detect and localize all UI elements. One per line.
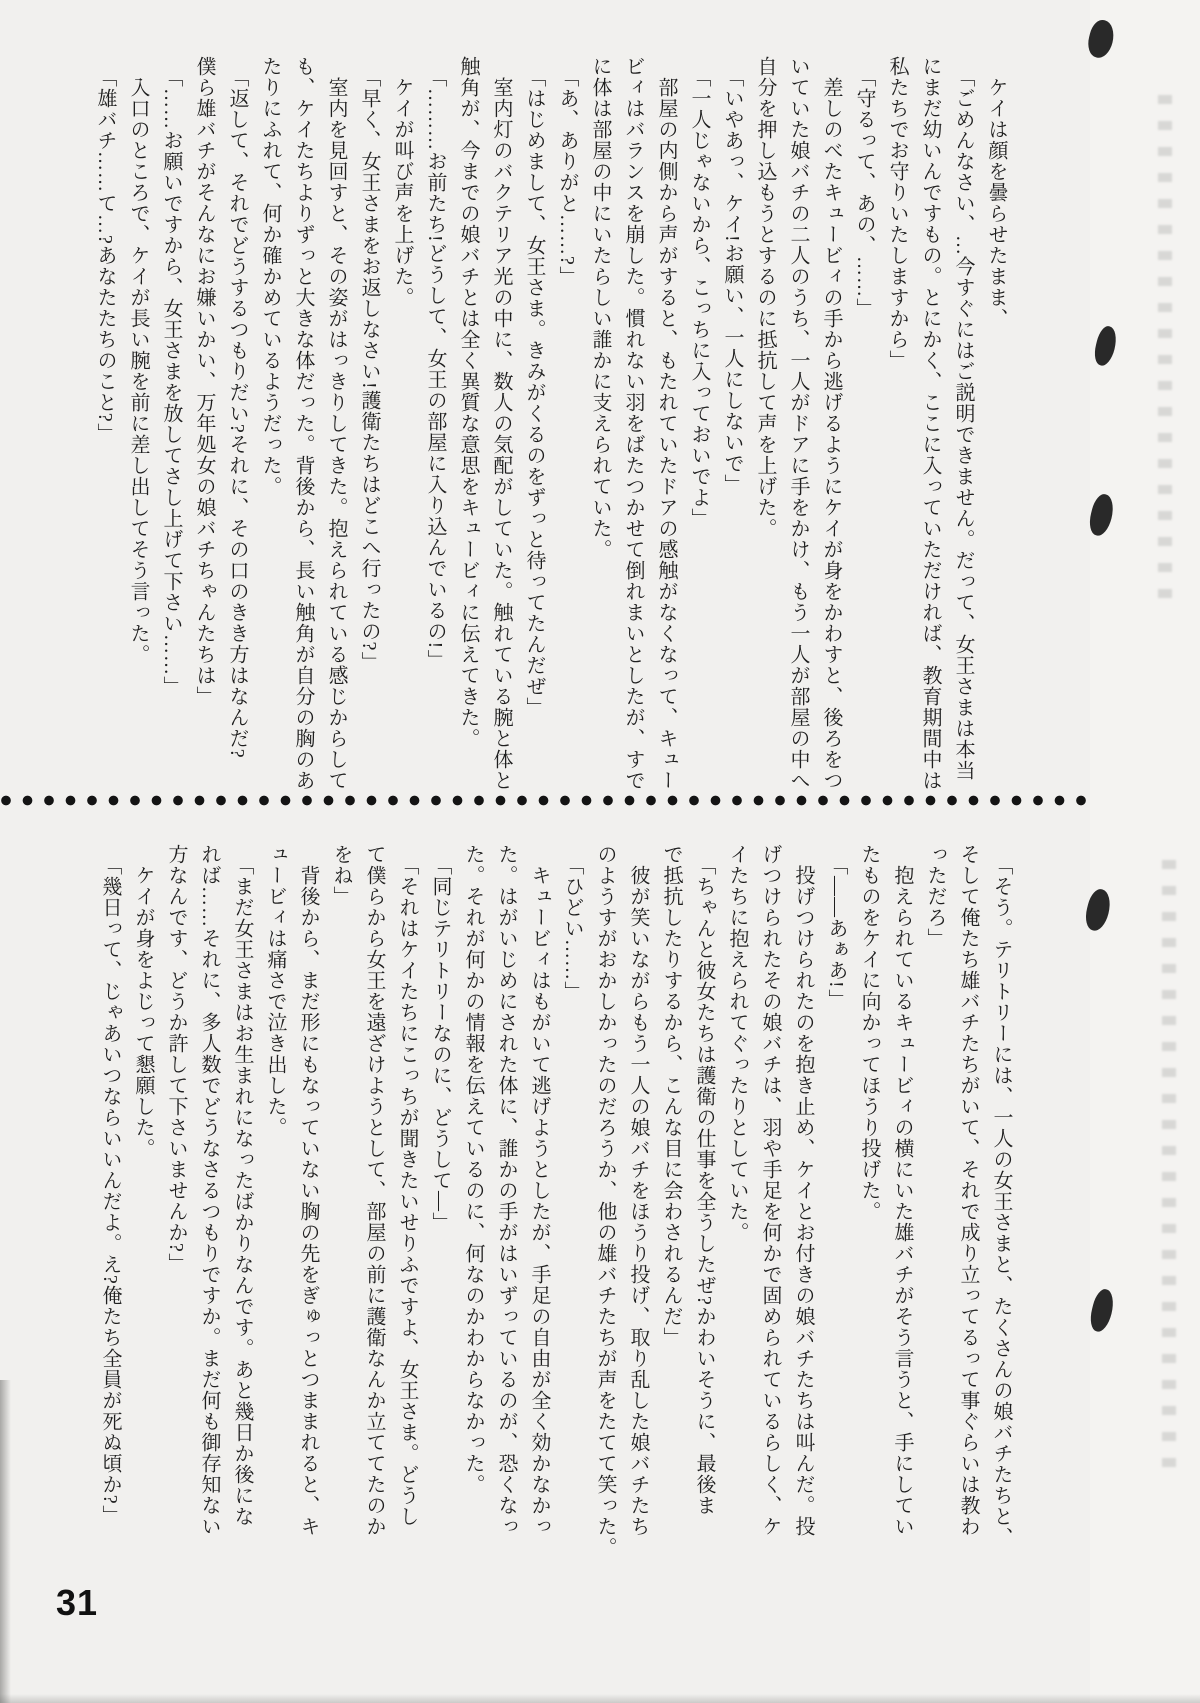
text-column: 「返して、それでどうするつもりだい?それに、その口のきき方はなんだ? <box>226 56 248 759</box>
text-column: 方なんです、どうか許して下さいませんか?」 <box>165 844 187 1274</box>
text-column: 「早く、女王さまをお返しなさい!護衛たちはどこへ行ったの?」 <box>358 56 380 673</box>
text-column: たものをケイに向かってほうり投げた。 <box>858 844 880 1222</box>
text-column: 僕ら雄バチがそんなにお嫌いかい、万年処女の娘バチちゃんたちは」 <box>193 56 215 707</box>
text-column: 触角が、今までの娘バチとは全く異質な意思をキュービィに伝えてきた。 <box>457 56 479 749</box>
text-column: 「そう。テリトリーには、一人の女王さまと、たくさんの娘バチたちと、 <box>990 844 1012 1548</box>
scan-noise-streak <box>1162 860 1176 1470</box>
text-column: で抵抗したりするから、こんな目に会わされるんだ」 <box>660 844 682 1348</box>
text-column: て僕らから女王を遠ざけようとして、部屋の前に護衛なんか立ててたのか <box>363 844 385 1537</box>
text-column: 「同じテリトリーなのに、どうして―」 <box>429 844 451 1233</box>
text-column: 室内を見回すと、その姿がはっきりしてきた。抱えられている感じからして <box>325 56 347 791</box>
text-column: 「ごめんなさい、…今すぐにはご説明できません。だって、女王さまは本当 <box>952 56 974 781</box>
text-column: 「いやあっ、ケイ!お願い、一人にしないで」 <box>721 56 743 495</box>
text-column: そして俺たち雄バチたちがいて、それで成り立ってるって事ぐらいは教わ <box>957 844 979 1537</box>
page-number: 31 <box>56 1582 99 1623</box>
text-column: ケイは顔を曇らせたまま、 <box>985 56 1007 329</box>
vertical-text-block-top <box>88 56 1012 791</box>
text-column: 背後から、まだ形にもなっていない胸の先をぎゅっとつままれると、キ <box>297 844 319 1537</box>
text-column: 部屋の内側から声がすると、もたれていたドアの感触がなくなって、キュー <box>655 56 677 791</box>
text-column: た。はがいじめにされた体に、誰かの手がはいずっているのが、恐くなっ <box>495 844 517 1537</box>
text-column: ビィはバランスを崩した。慣れない羽をばたつかせて倒れまいとしたが、すで <box>622 56 644 791</box>
text-column: に体は部屋の中にいたらしい誰かに支えられていた。 <box>589 56 611 560</box>
text-column: 彼が笑いながらもう一人の娘バチをほうり投げ、取り乱した娘バチたち <box>627 844 649 1537</box>
text-column: も、ケイたちよりずっと大きな体だった。背後から、長い触角が自分の胸のあ <box>292 56 314 791</box>
text-column: げつけられたその娘バチは、羽や手足を何かで固められているらしく、ケ <box>759 844 781 1537</box>
dotted-divider <box>0 794 1088 807</box>
text-column: ケイが叫び声を上げた。 <box>391 56 413 308</box>
scan-right-margin <box>1090 0 1200 1703</box>
text-column: 「まだ女王さまはお生まれになったばかりなんです。あと幾日か後にな <box>231 844 253 1527</box>
text-column: イたちに抱えられてぐったりとしていた。 <box>726 844 748 1243</box>
text-column: た。それが何かの情報を伝えているのに、何なのかわからなかった。 <box>462 844 484 1495</box>
text-column: 「雄バチ……て…?あなたたちのこと?」 <box>94 56 116 444</box>
scan-noise-streak <box>1158 95 1172 615</box>
text-column: 室内灯のバクテリア光の中に、数人の気配がしていた。触れている腕と体と <box>490 56 512 791</box>
text-column: ケイが身をよじって懇願した。 <box>132 844 154 1159</box>
text-column: 「幾日って、じゃあいつならいいんだよ。え?俺たち全員が死ぬ頃か?」 <box>99 844 121 1526</box>
text-column: のようすがおかしかったのだろうか、他の雄バチたちが声をたてて笑った。 <box>594 844 616 1558</box>
text-column: をね」 <box>330 844 352 907</box>
text-column: 私たちでお守りいたしますから」 <box>886 56 908 371</box>
text-column: 抱えられているキュービィの横にいた雄バチがそう言うと、手にしてい <box>891 844 913 1537</box>
text-column: 投げつけられたのを抱き止め、ケイとお付きの娘バチたちは叫んだ。投 <box>792 844 814 1537</box>
text-column: 「それはケイたちにこっちが聞きたいせりふですよ、女王さま。どうし <box>396 844 418 1527</box>
text-column: 「あ、ありがと……?」 <box>556 56 578 287</box>
text-column: キュービィはもがいて逃げようとしたが、手足の自由が全く効かなかっ <box>528 844 550 1537</box>
text-column: れば……それに、多人数でどうなさるつもりですか。まだ何も御存知ない <box>198 844 220 1537</box>
scan-edge-shadow <box>0 1380 11 1703</box>
text-column: 入口のところで、ケイが長い腕を前に差し出してそう言った。 <box>127 56 149 665</box>
text-column: っただろ」 <box>924 844 946 949</box>
vertical-text-block-bottom <box>93 844 1017 1566</box>
text-column: いていた娘バチの二人のうち、一人がドアに手をかけ、もう一人が部屋の中へ <box>787 56 809 791</box>
text-column: 自分を押し込もうとするのに抵抗して声を上げた。 <box>754 56 776 539</box>
text-column: 「――あぁあ!」 <box>825 844 847 1010</box>
text-column: 「守るって、あの、……」 <box>853 56 875 319</box>
text-column: 「ひどい……」 <box>561 844 583 1002</box>
text-column: ュービィは痛さで泣き出した。 <box>264 844 286 1138</box>
text-column: 「はじめまして、女王さま。きみがくるのをずっと待ってたんだぜ」 <box>523 56 545 718</box>
text-column: 「一人じゃないから、こっちに入っておいでよ」 <box>688 56 710 529</box>
text-column: たりにふれて、何か確かめているようだった。 <box>259 56 281 497</box>
text-column: 「……お願いですから、女王さまを放してさし上げて下さい……」 <box>160 56 182 697</box>
text-column: 差しのべたキュービィの手から逃げるようにケイが身をかわすと、後ろをつ <box>820 56 842 791</box>
scan-edge-shadow <box>0 1694 1200 1703</box>
text-column: 「ちゃんと彼女たちは護衛の仕事を全うしたぜ?かわいそうに、最後ま <box>693 844 715 1516</box>
text-column: 「………お前たち!どうして、女王の部屋に入り込んでいるの!」 <box>424 56 446 671</box>
text-column: にまだ幼いんですもの。とにかく、ここに入っていただければ、教育期間中は <box>919 56 941 791</box>
